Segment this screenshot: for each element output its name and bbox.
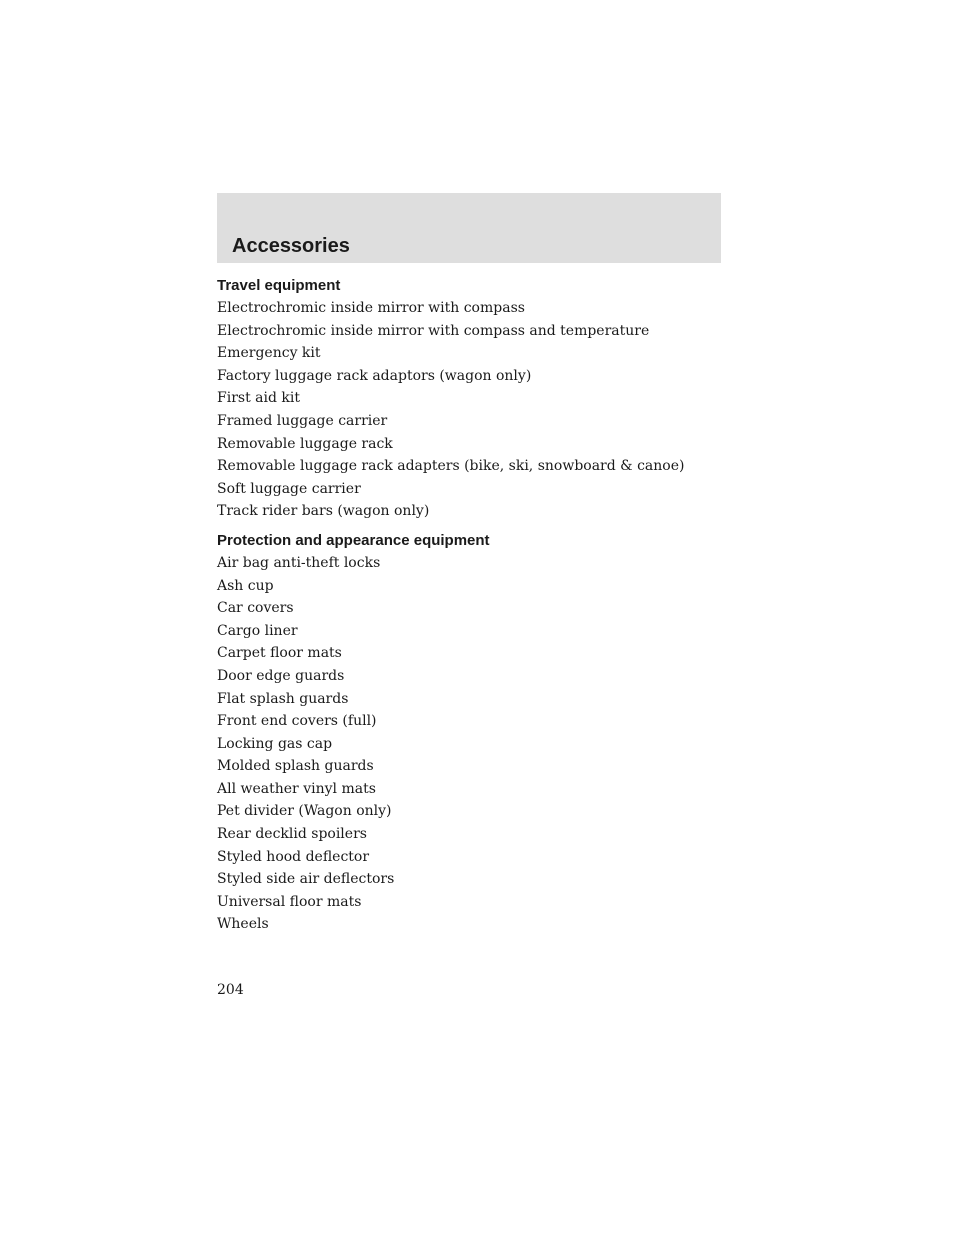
list-item: Electrochromic inside mirror with compass and temperature: [217, 322, 650, 339]
travel-equipment-section: [217, 276, 737, 523]
list-item: Universal floor mats: [217, 893, 362, 910]
list-item: Pet divider (Wagon only): [217, 803, 392, 820]
list-item: Wheels: [217, 916, 269, 933]
section-heading: Protection and appearance equipment: [217, 531, 490, 549]
list-item: Styled hood deflector: [217, 848, 370, 865]
protection-appearance-section: [217, 531, 737, 936]
page-title: Accessories: [232, 235, 350, 257]
section-heading: Travel equipment: [217, 277, 341, 294]
list-item: Soft luggage carrier: [217, 480, 361, 497]
accessories-content: [217, 276, 737, 936]
list-item: Ash cup: [217, 577, 274, 594]
page-number: 204: [217, 982, 244, 998]
list-item: Framed luggage carrier: [217, 412, 388, 429]
list-item: Electrochromic inside mirror with compass: [217, 300, 525, 316]
list-item: Cargo liner: [217, 622, 298, 639]
list-item: First aid kit: [217, 390, 300, 407]
list-item: Molded splash guards: [217, 758, 374, 775]
list-item: Flat splash guards: [217, 690, 349, 707]
list-item: Removable luggage rack: [217, 435, 393, 452]
list-item: Rear decklid spoilers: [217, 826, 367, 843]
list-item: Removable luggage rack adapters (bike, ski, snowboard & canoe): [217, 458, 685, 475]
list-item: Door edge guards: [217, 667, 345, 684]
list-item: Car covers: [217, 600, 294, 617]
list-item: All weather vinyl mats: [217, 780, 376, 797]
list-item: Emergency kit: [217, 345, 321, 362]
list-item: Front end covers (full): [217, 713, 377, 730]
section-header-band: [217, 193, 721, 263]
list-item: Locking gas cap: [217, 735, 333, 752]
list-item: Styled side air deflectors: [217, 871, 395, 888]
protection-appearance-list: [217, 552, 737, 936]
list-item: Air bag anti-theft locks: [217, 554, 381, 571]
travel-equipment-list: [217, 297, 737, 523]
list-item: Carpet floor mats: [217, 645, 342, 662]
list-item: Factory luggage rack adaptors (wagon only): [217, 367, 532, 384]
list-item: Track rider bars (wagon only): [217, 503, 430, 520]
